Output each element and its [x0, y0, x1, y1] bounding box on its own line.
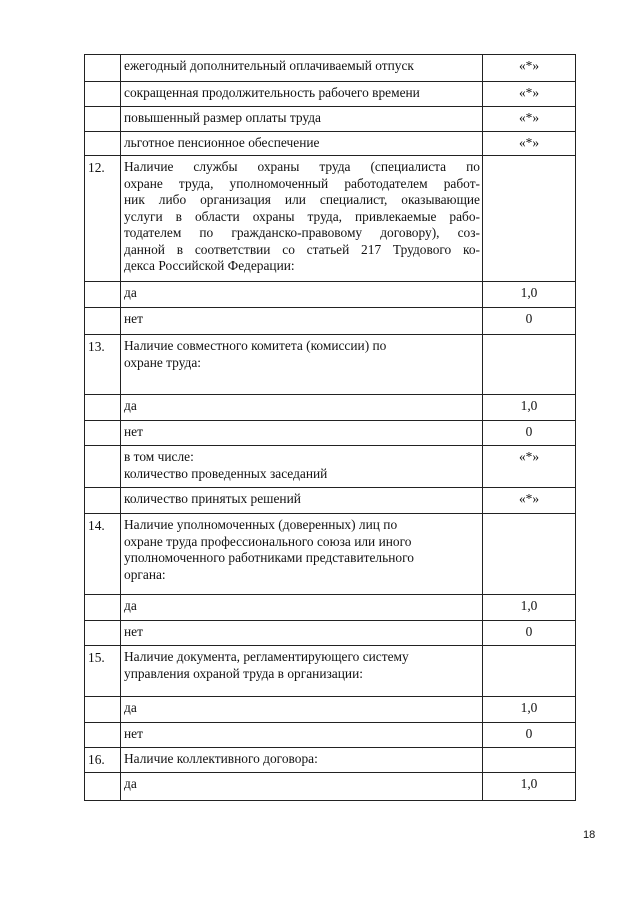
criterion-text-cell: [120, 335, 482, 394]
criterion-text-line: нет: [124, 311, 143, 326]
table-row: [84, 132, 576, 156]
table-row: [84, 421, 576, 446]
criterion-text-cell: [120, 488, 482, 513]
score-value-cell: «*»: [482, 132, 576, 155]
table-row: [84, 773, 576, 801]
criterion-text-line: нет: [124, 726, 143, 741]
criterion-text-line: декса Российской Федерации:: [124, 258, 295, 273]
row-number-cell: [84, 308, 120, 334]
criterion-text-line: да: [124, 598, 137, 613]
criterion-text-line: в том числе:: [124, 449, 194, 464]
table-row: [84, 107, 576, 132]
criterion-text-line: охране труда:: [124, 354, 202, 370]
criterion-text-line: да: [124, 285, 137, 300]
table-row: [84, 697, 576, 723]
criterion-text-cell: [120, 395, 482, 420]
score-value-cell: «*»: [482, 446, 576, 487]
score-value-cell: 1,0: [482, 395, 576, 420]
criterion-text-line: тодателем по гражданско-правовому договору), соз-: [124, 225, 480, 240]
score-value-cell: [482, 335, 576, 394]
criterion-text-line: данной в соответствии со статьей 217 Трудового ко-: [124, 241, 480, 257]
row-number-cell: [84, 82, 120, 106]
row-number-cell: [84, 773, 120, 800]
row-number-cell: [84, 595, 120, 620]
row-number-cell: [84, 621, 120, 645]
criterion-text-line: Наличие коллективного договора:: [124, 751, 318, 766]
table-row: [84, 446, 576, 488]
table-row: [84, 308, 576, 335]
criterion-text-cell: [120, 646, 482, 696]
row-number-cell: 14.: [84, 514, 120, 594]
criterion-text-line: повышенный размер оплаты труда: [124, 110, 321, 125]
row-number-cell: [84, 282, 120, 307]
row-number-cell: [84, 421, 120, 445]
row-number-cell: [84, 723, 120, 747]
criterion-text-line: уполномоченного работниками представительного: [124, 550, 414, 565]
score-value-cell: «*»: [482, 107, 576, 131]
row-number-cell: [84, 446, 120, 487]
criterion-text-line: ежегодный дополнительный оплачиваемый отпуск: [124, 58, 414, 73]
table-row: [84, 621, 576, 646]
table-row: [84, 723, 576, 748]
criterion-text-line: нет: [124, 424, 143, 439]
score-value-cell: [482, 748, 576, 772]
table-row: [84, 395, 576, 421]
criterion-text-line: охране труда, уполномоченный работодателем работ-: [124, 175, 480, 191]
criterion-text-line: Наличие документа, регламентирующего систему: [124, 649, 409, 664]
criterion-text-line: да: [124, 776, 137, 791]
score-value-cell: 1,0: [482, 282, 576, 307]
criterion-text-line: Наличие службы охраны труда (специалиста по: [124, 159, 480, 174]
criterion-text-cell: [120, 748, 482, 772]
criterion-text-line: управления охраной труда в организации:: [124, 665, 363, 681]
criterion-text-cell: [120, 107, 482, 131]
row-number-cell: [84, 395, 120, 420]
criterion-text-line: льготное пенсионное обеспечение: [124, 135, 320, 150]
table-row: [84, 595, 576, 621]
row-number-cell: [84, 697, 120, 722]
criterion-text-cell: [120, 156, 482, 281]
table-row: [84, 282, 576, 308]
score-value-cell: «*»: [482, 82, 576, 106]
criterion-text-cell: [120, 697, 482, 722]
criterion-text-line: органа:: [124, 566, 166, 582]
row-number-cell: 13.: [84, 335, 120, 394]
criterion-text-line: да: [124, 700, 137, 715]
table-row: [84, 514, 576, 595]
score-value-cell: 0: [482, 421, 576, 445]
score-value-cell: 1,0: [482, 697, 576, 722]
criterion-text-cell: [120, 282, 482, 307]
score-value-cell: 0: [482, 723, 576, 747]
criterion-text-cell: [120, 132, 482, 155]
table-row: [84, 335, 576, 395]
criteria-table: [84, 54, 576, 801]
score-value-cell: [482, 514, 576, 594]
criterion-text-cell: [120, 55, 482, 81]
criterion-text-cell: [120, 308, 482, 334]
criterion-text-line: услуги в области охраны труда, привлекаемые рабо-: [124, 208, 480, 224]
table-row: [84, 55, 576, 82]
criterion-text-line: Наличие совместного комитета (комиссии) по: [124, 338, 387, 353]
criterion-text-cell: [120, 514, 482, 594]
criterion-text-line: количество проведенных заседаний: [124, 465, 328, 481]
criterion-text-line: количество принятых решений: [124, 491, 301, 506]
score-value-cell: 0: [482, 621, 576, 645]
criterion-text-line: Наличие уполномоченных (доверенных) лиц по: [124, 517, 398, 532]
table-row: [84, 748, 576, 773]
criterion-text-line: да: [124, 398, 137, 413]
table-row: [84, 488, 576, 514]
table-row: [84, 156, 576, 282]
page-number: 18: [583, 829, 596, 841]
criterion-text-cell: [120, 82, 482, 106]
criterion-text-line: охране труда профессионального союза или иного: [124, 533, 412, 549]
score-value-cell: [482, 156, 576, 281]
score-value-cell: 1,0: [482, 595, 576, 620]
criterion-text-cell: [120, 723, 482, 747]
criterion-text-cell: [120, 595, 482, 620]
criterion-text-line: ник либо организация или специалист, оказывающие: [124, 192, 480, 207]
criterion-text-cell: [120, 421, 482, 445]
row-number-cell: [84, 132, 120, 155]
row-number-cell: 16.: [84, 748, 120, 772]
score-value-cell: «*»: [482, 488, 576, 513]
table-row: [84, 646, 576, 697]
score-value-cell: 1,0: [482, 773, 576, 800]
criterion-text-cell: [120, 773, 482, 800]
row-number-cell: [84, 55, 120, 81]
row-number-cell: [84, 488, 120, 513]
table-row: [84, 82, 576, 107]
row-number-cell: [84, 107, 120, 131]
row-number-cell: 15.: [84, 646, 120, 696]
score-value-cell: 0: [482, 308, 576, 334]
criterion-text-cell: [120, 446, 482, 487]
criterion-text-line: нет: [124, 624, 143, 639]
score-value-cell: «*»: [482, 55, 576, 81]
criterion-text-line: сокращенная продолжительность рабочего времени: [124, 85, 420, 100]
criterion-text-cell: [120, 621, 482, 645]
score-value-cell: [482, 646, 576, 696]
row-number-cell: 12.: [84, 156, 120, 281]
